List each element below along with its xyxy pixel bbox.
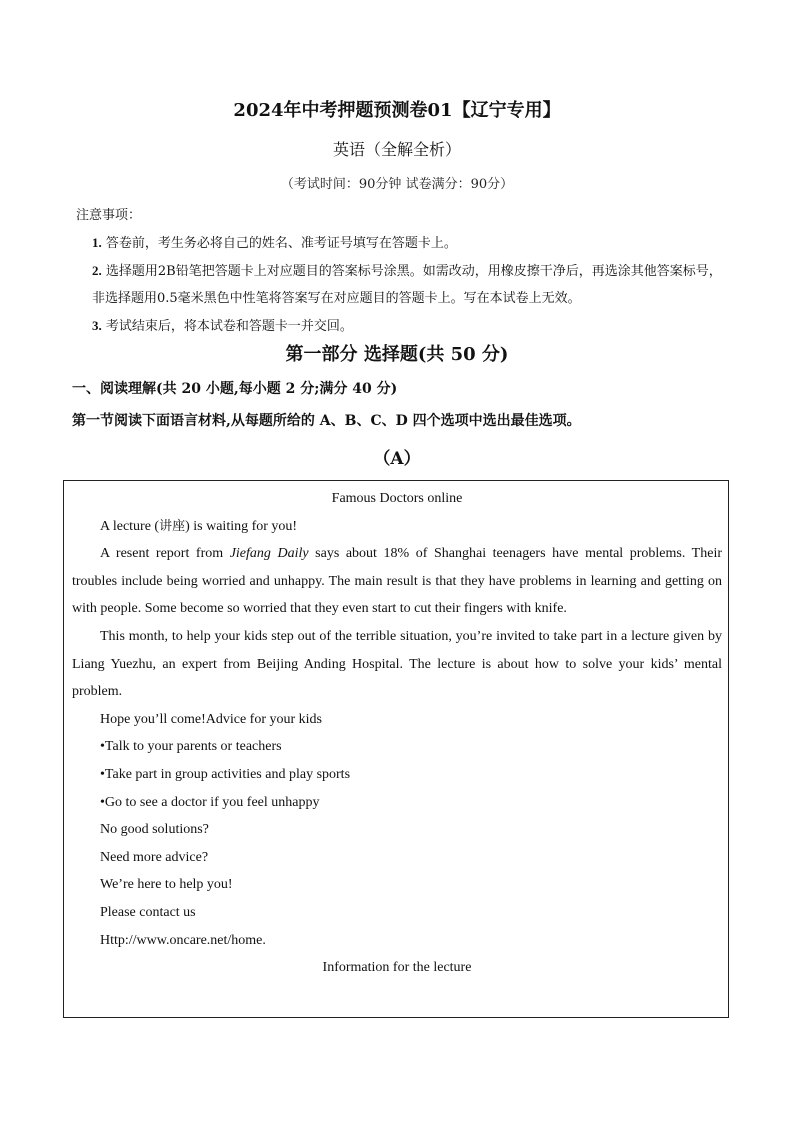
page-subtitle: 英语（全解全析） [332,140,461,159]
notes-section [76,202,726,340]
note-item-1 [76,229,726,257]
passage-paragraph-1 [72,540,722,623]
exam-info: （考试时间：90分钟 试卷满分：90分） [280,177,514,192]
section-description: 第一节阅读下面语言材料,从每题所给的 A、B、C、D 四个选项中选出最佳选项。 [72,413,581,429]
passage-footer: Information for the lecture [322,960,472,976]
passage-line-advice: Need more advice? [100,849,209,865]
note-number: 1. [92,235,102,250]
part-title: 第一部分 选择题(共 50 分) [285,344,509,365]
notes-heading: 注意事项： [76,208,142,223]
lecture-chinese-gloss: 讲座 [159,518,186,534]
section-title: 一、阅读理解(共 20 小题,每小题 2 分;满分 40 分) [72,381,398,397]
page-title: 2024年中考押题预测卷01【辽宁专用】 [233,100,561,121]
passage-label: （A） [373,449,421,469]
passage-line-contact: Please contact us [100,904,196,920]
passage-url: Http://www.oncare.net/home. [100,932,266,948]
note-number: 2. [92,263,102,278]
note-item-2 [76,257,726,312]
passage-paragraph-2: This month, to help your kids step out of the terrible situation, you’re invited to take part in a lecture given by Liang Yuezhu, an expert from Beijing Anding Hospital. The lecture is about how to solve your kids’ mental problem. [72,628,722,700]
passage-line-help: We’re here to help you! [100,877,233,893]
note-text: 答卷前，考生务必将自己的姓名、准考证号填写在答题卡上。 [105,236,457,251]
para1-prefix: A resent report from [100,546,230,562]
note-text: 考试结束后，将本试卷和答题卡一并交回。 [105,319,353,334]
note-item-3 [76,312,726,340]
note-text: 选择题用2B铅笔把答题卡上对应题目的答案标号涂黑。如需改动，用橡皮擦干净后，再选涂其他答案标号，非选择题用0.5毫米黑色中性笔将答案写在对应题目的答题卡上。写在本试卷上无效。 [92,264,722,306]
para1-source: Jiefang Daily [229,546,309,562]
note-number: 3. [92,318,102,333]
passage-heading: Famous Doctors online [331,491,463,506]
passage-line-solutions: No good solutions? [100,822,209,838]
advice-bullet: •Talk to your parents or teachers [100,739,282,755]
advice-bullet: •Go to see a doctor if you feel unhappy [100,794,320,810]
lecture-prefix: A lecture ( [100,518,160,534]
lecture-suffix: ) is waiting for you! [185,518,298,534]
passage-box [63,480,729,1018]
passage-line-lecture [72,513,722,541]
advice-bullet: •Take part in group activities and play sports [100,766,351,782]
para1-rest: says about 18% of Shanghai teenagers have mental problems. Their troubles include being worried and unhappy. The main result is that they have problems in learning and getting on with people. Some become so worried that they even start to cut their fingers with knife. [72,546,722,617]
passage-line-hope: Hope you’ll come!Advice for your kids [100,711,322,727]
